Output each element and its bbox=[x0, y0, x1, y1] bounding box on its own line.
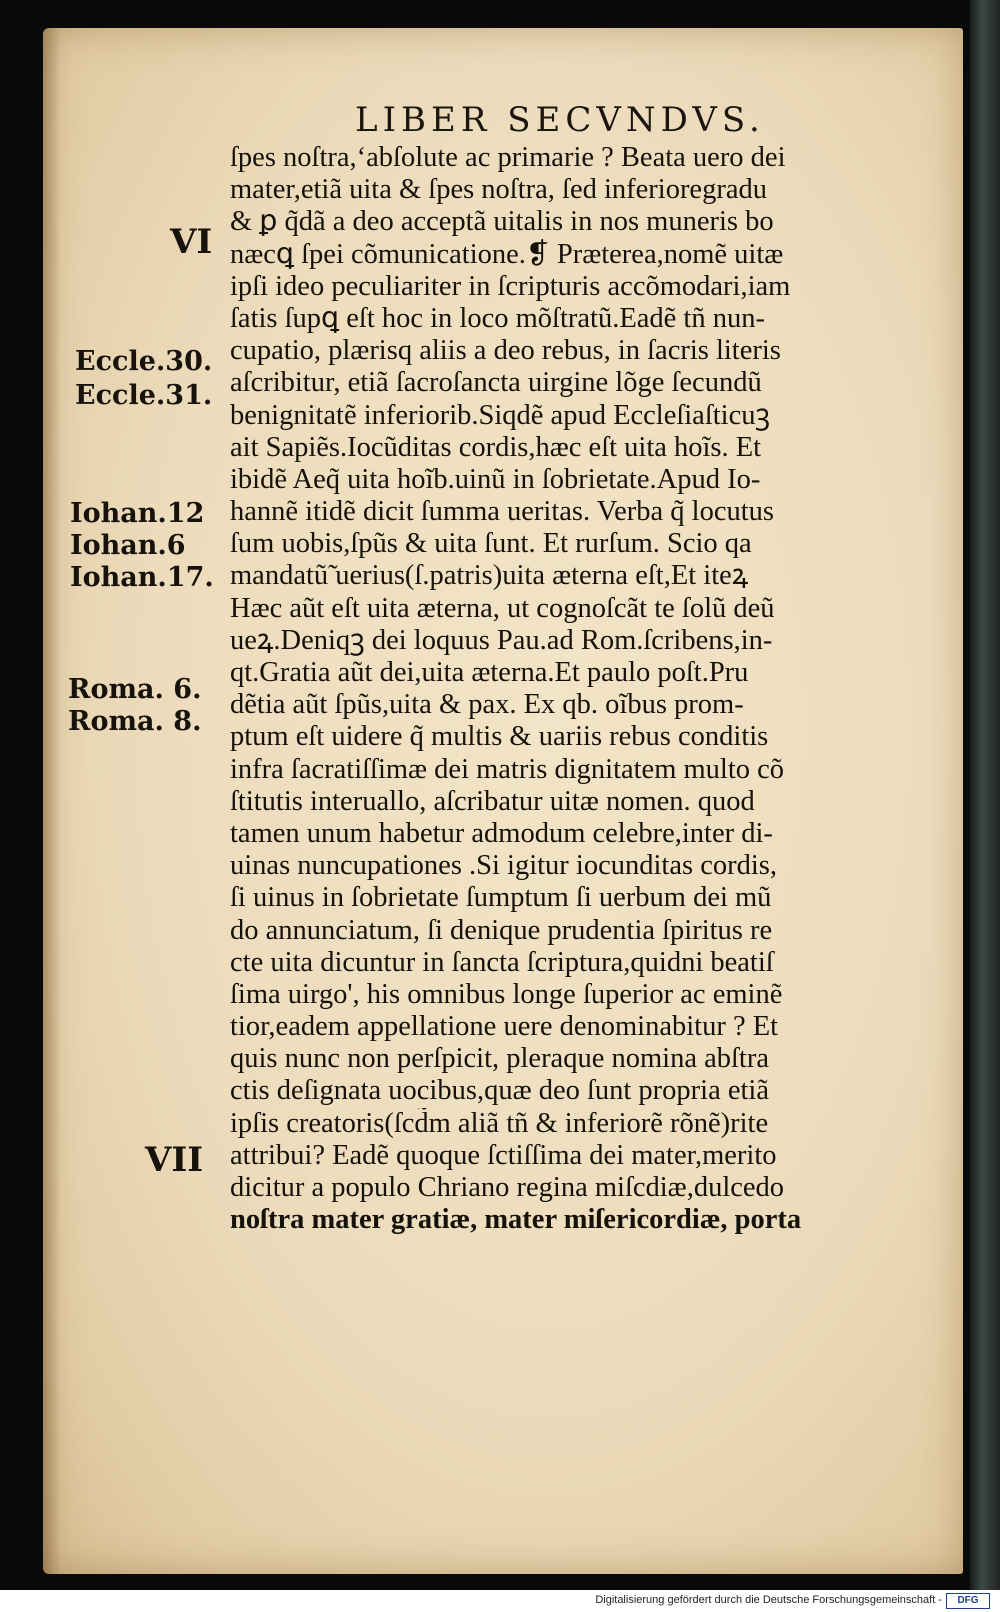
margin-note-roma-8: Roma. 8. bbox=[68, 706, 202, 737]
text-line: & ꝑ q̃dã a deo acceptã uitalis in nos muneris bo bbox=[230, 206, 774, 238]
text-line: hannẽ itidẽ dicit ſumma ueritas. Verba q̃ locutus bbox=[230, 496, 775, 528]
text-line: noſtra mater gratiæ, mater miſericordiæ, porta bbox=[230, 1204, 802, 1236]
text-line: ueꝝ.Deniqꝫ dei loquus Pau.ad Rom.ſcribens,in- bbox=[230, 624, 773, 656]
margin-note-iohan-17: Iohan.17. bbox=[70, 562, 214, 593]
text-line: ipſis creatoris(ſcd̃m aliã tñ & inferiorẽ rõnẽ)rite bbox=[230, 1107, 769, 1139]
main-text-block bbox=[230, 142, 890, 1236]
page-gutter-shadow bbox=[43, 28, 61, 1574]
section-number-vi: VI bbox=[170, 222, 213, 262]
text-line: mater,etiã uita & ſpes noſtra, ſed inferioregradu bbox=[230, 174, 767, 206]
text-line: infra ſacratiſſimæ dei matris dignitatem multo cõ bbox=[230, 753, 785, 785]
margin-note-iohan-6: Iohan.6 bbox=[70, 530, 186, 561]
text-line: ipſi ideo peculiariter in ſcripturis accõmodari,iam bbox=[230, 270, 791, 302]
text-line: næcꝗ ſpei cõmunicatione.❡ Præterea,nomẽ uitæ bbox=[230, 238, 784, 270]
text-line: ſatis ſupꝗ eſt hoc in loco mõſtratũ.Eadẽ tñ nun- bbox=[230, 302, 765, 334]
text-line: dicitur a populo Chriano regina miſcdiæ,dulcedo bbox=[230, 1172, 785, 1203]
text-line: dẽtia aũt ſpũs,uita & pax. Ex qb. oĩbus prom- bbox=[230, 689, 744, 721]
text-line: Hæc aũt eſt uita æterna, ut cognoſcãt te ſolũ deũ bbox=[230, 592, 775, 624]
text-line: ptum eſt uidere q̃ multis & uariis rebus conditis bbox=[230, 721, 769, 753]
text-line: ſi uinus in ſobrietate ſumptum ſi uerbum dei mũ bbox=[230, 882, 772, 914]
text-line: ait Sapiẽs.Iocũditas cordis,hæc eſt uita hoĩs. Et bbox=[230, 431, 762, 463]
text-line: benignitatẽ inferiorib.Siqdẽ apud Eccleſiaſticuꝫ bbox=[230, 399, 771, 431]
text-line: tior,eadem appellatione uere denominabitur ? Et bbox=[230, 1011, 779, 1043]
section-number-vii: VII bbox=[145, 1140, 204, 1180]
footer-bar bbox=[0, 1590, 1000, 1612]
text-line: cupatio, plærisq aliis a deo rebus, in ſacris literis bbox=[230, 335, 781, 367]
dfg-logo: DFG bbox=[946, 1593, 990, 1609]
margin-note-eccle-31: Eccle.31. bbox=[75, 380, 213, 411]
margin-note-eccle-30: Eccle.30. bbox=[75, 346, 213, 377]
running-head: LIBER SECVNDVS. bbox=[355, 100, 765, 140]
text-line: ſtitutis interuallo, aſcribatur uitæ nomen. quod bbox=[230, 785, 755, 817]
book-spine-edge bbox=[970, 0, 1000, 1590]
margin-note-iohan-12: Iohan.12 bbox=[70, 498, 205, 529]
text-line: ſum uobis,ſpũs & uita ſunt. Et rurſum. Scio qa bbox=[230, 528, 752, 560]
text-line: mandatũ̃ uerius(ſ.patris)uita æterna eſt,Et iteꝝ bbox=[230, 560, 749, 592]
text-line: ctis deſignata uocibus,quæ deo ſunt propria etiã bbox=[230, 1075, 769, 1107]
text-line: cte uita dicuntur in ſancta ſcriptura,quidni beatiſ bbox=[230, 946, 774, 978]
text-line: do annunciatum, ſi denique prudentia ſpiritus re bbox=[230, 914, 773, 946]
footer-credit: Digitalisierung gefördert durch die Deutsche Forschungsgemeinschaft - bbox=[595, 1594, 942, 1606]
text-line: aſcribitur, etiã ſacroſancta uirgine lõge ſecundũ bbox=[230, 367, 762, 399]
text-line: tamen unum habetur admodum celebre,inter di- bbox=[230, 817, 773, 849]
text-line: qt.Gratia aũt dei,uita æterna.Et paulo poſt.Pru bbox=[230, 657, 749, 688]
text-line: attribui? Eadẽ quoque ſctiſſima dei mater,merito bbox=[230, 1139, 777, 1171]
text-line: ibidẽ Aeq̃ uita hoĩb.uinũ in ſobrietate.Apud Io- bbox=[230, 463, 761, 495]
text-line: quis nunc non perſpicit, pleraque nomina abſtra bbox=[230, 1043, 769, 1075]
margin-note-roma-6: Roma. 6. bbox=[68, 674, 202, 705]
text-line: ſpes noſtra,‘abſolute ac primarie ? Beata uero dei bbox=[230, 142, 786, 173]
text-line: uinas nuncupationes .Si igitur iocunditas cordis, bbox=[230, 850, 777, 882]
text-line: ſima uirgo', his omnibus longe ſuperior ac eminẽ bbox=[230, 978, 783, 1010]
